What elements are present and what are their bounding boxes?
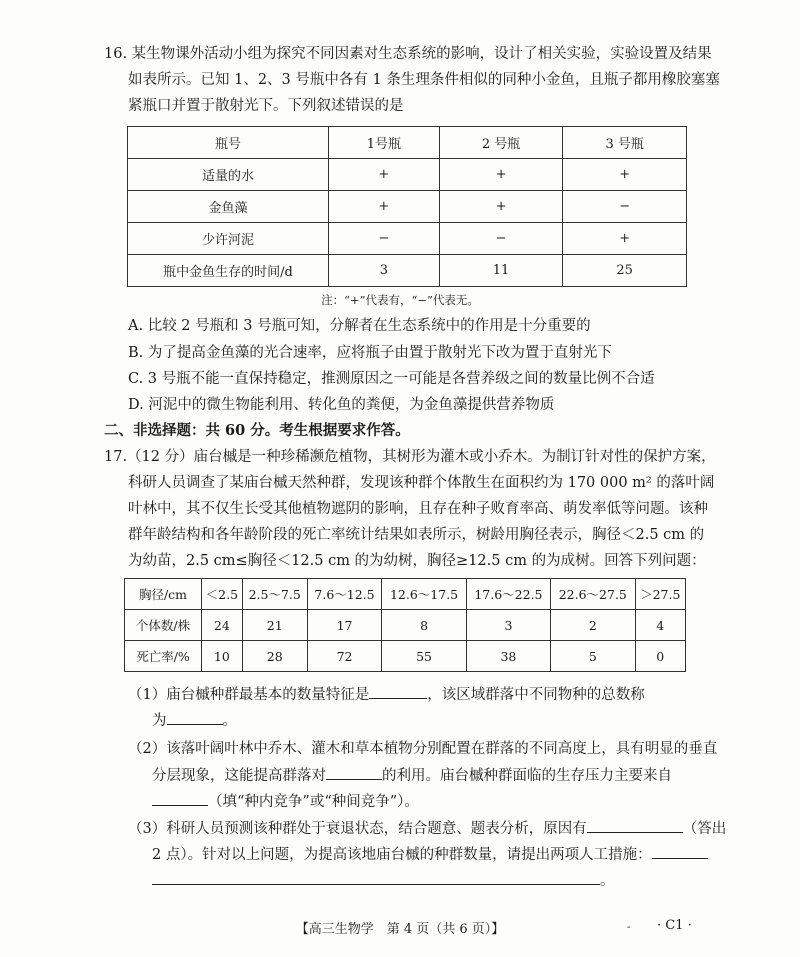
answer-blank[interactable] — [152, 791, 208, 806]
q16-option-a: A. 比较 2 号瓶和 3 号瓶可知，分解者在生态系统中的作用是十分重要的 — [128, 318, 591, 334]
q17-sub3-line-1 — [128, 818, 726, 839]
sub2-text: 分层现象，这能提高群落对 — [152, 768, 326, 784]
q17-table — [124, 578, 686, 672]
q17-sub1-line-2 — [152, 710, 237, 731]
q16-option-b: B. 为了提高金鱼藻的光合速率，应将瓶子由置于散射光下改为置于直射光下 — [128, 345, 612, 361]
table-row — [128, 223, 687, 255]
answer-blank[interactable] — [369, 684, 427, 699]
table-cell: − — [439, 223, 563, 255]
table-cell: 24 — [202, 610, 243, 641]
q17-line-4: 群年龄结构和各年龄阶段的死亡率统计结果如表所示，树龄用胸径表示，胸径＜2.5 cm 的 — [128, 527, 705, 543]
table-cell: 38 — [466, 641, 550, 672]
table-cell: − — [329, 223, 440, 255]
sub1-text: ，该区域群落中不同物种的总数称 — [427, 687, 645, 703]
q17-sub2-line-1: （2）该落叶阔叶林中乔木、灌木和草本植物分别配置在群落的不同高度上，具有明显的垂直 — [128, 741, 718, 757]
table-row — [128, 255, 687, 287]
q17-line-3: 叶林中，其不仅生长受其他植物遮阴的影响，且存在种子败育率高、萌发率低等问题。该种 — [128, 501, 708, 517]
table-cell: 1号瓶 — [329, 127, 440, 159]
q16-option-c: C. 3 号瓶不能一直保持稳定，推测原因之一可能是各营养级之间的数量比例不合适 — [128, 371, 655, 387]
q17-line-2: 科研人员调查了某庙台槭天然种群，发现该种群个体散生在面积约为 170 000 m² 的落叶阔 — [128, 475, 715, 491]
sub1-text: （1）庙台槭种群最基本的数量特征是 — [128, 687, 370, 703]
table-cell: 2 号瓶 — [439, 127, 563, 159]
q16-table-note: 注：“+”代表有，“−”代表无。 — [321, 293, 479, 307]
q16-option-d: D. 河泥中的微生物能利用、转化鱼的粪便，为金鱼藻提供营养物质 — [128, 397, 555, 413]
table-cell: + — [439, 159, 563, 191]
sub2-text: 的利用。庙台槭种群面临的生存压力主要来自 — [382, 768, 672, 784]
table-cell: 7.6～12.5 — [307, 579, 382, 610]
table-cell: ＞27.5 — [635, 579, 686, 610]
sub3-text: 。 — [600, 873, 615, 889]
q17-sub3-line-3 — [152, 870, 615, 891]
table-cell: 55 — [382, 641, 466, 672]
q16-table — [127, 126, 687, 287]
table-cell: 72 — [307, 641, 382, 672]
answer-blank[interactable] — [326, 765, 382, 780]
table-cell: 17.6～22.5 — [466, 579, 550, 610]
q17-line-1: 17.（12 分）庙台槭是一种珍稀濒危植物，其树形为灌木或小乔木。为制订针对性的保护方案， — [104, 449, 716, 465]
table-cell: 11 — [439, 255, 563, 287]
table-cell: 3 号瓶 — [563, 127, 687, 159]
answer-blank[interactable] — [587, 818, 683, 833]
table-cell: 2 — [551, 610, 635, 641]
q16-line-1: 16. 某生物课外活动小组为探究不同因素对生态系统的影响，设计了相关实验，实验设置及结果 — [104, 46, 712, 62]
answer-blank[interactable] — [652, 844, 708, 859]
sub1-text: 。 — [222, 713, 237, 729]
table-cell: 瓶中金鱼生存的时间/d — [128, 255, 329, 287]
table-cell: 4 — [635, 610, 686, 641]
sub3-text: （答出 — [682, 821, 727, 837]
table-cell: 2.5～7.5 — [242, 579, 307, 610]
table-cell: 瓶号 — [128, 127, 329, 159]
table-cell: 22.6～27.5 — [551, 579, 635, 610]
table-cell: ＜2.5 — [202, 579, 243, 610]
table-cell: 8 — [382, 610, 466, 641]
q17-sub2-line-3 — [152, 791, 419, 812]
table-cell: 3 — [466, 610, 550, 641]
q17-sub1-line-1 — [128, 684, 645, 705]
table-cell: + — [329, 191, 440, 223]
table-cell: 3 — [329, 255, 440, 287]
q17-sub3-line-2 — [152, 844, 708, 865]
answer-blank[interactable] — [167, 710, 223, 725]
table-cell: 金鱼藻 — [128, 191, 329, 223]
table-cell: 17 — [307, 610, 382, 641]
table-header-row — [128, 127, 687, 159]
table-row — [125, 641, 686, 672]
footer-mark: - — [627, 922, 631, 933]
q16-line-2: 如表所示。已知 1、2、3 号瓶中各有 1 条生理条件相似的同种小金鱼，且瓶子都用橡胶塞塞 — [128, 72, 720, 88]
table-cell: 28 — [242, 641, 307, 672]
table-cell: 5 — [551, 641, 635, 672]
q16-line-3: 紧瓶口并置于散射光下。下列叙述错误的是 — [128, 98, 404, 114]
table-header-row — [125, 579, 686, 610]
table-cell: 25 — [563, 255, 687, 287]
table-cell: 21 — [242, 610, 307, 641]
table-cell: 适量的水 — [128, 159, 329, 191]
table-cell: + — [439, 191, 563, 223]
table-cell: 10 — [202, 641, 243, 672]
q17-line-5: 为幼苗，2.5 cm≤胸径＜12.5 cm 的为幼树，胸径≥12.5 cm 的为成树。回答下列问题： — [128, 553, 706, 569]
table-row — [128, 159, 687, 191]
page-footer: 【高三生物学 第 4 页（共 6 页）】 — [295, 922, 505, 937]
table-cell: + — [329, 159, 440, 191]
table-cell: + — [563, 159, 687, 191]
table-row — [125, 610, 686, 641]
page-code: · C1 · — [657, 918, 692, 933]
table-cell: 少许河泥 — [128, 223, 329, 255]
table-cell: 死亡率/% — [125, 641, 202, 672]
table-cell: − — [563, 191, 687, 223]
sub3-text: （3）科研人员预测该种群处于衰退状态，结合题意、题表分析，原因有 — [128, 821, 587, 837]
answer-blank[interactable] — [152, 870, 600, 885]
sub2-text: （填“种内竞争”或“种间竞争”）。 — [208, 794, 419, 810]
table-cell: 0 — [635, 641, 686, 672]
sub1-text: 为 — [152, 713, 167, 729]
sub3-text: 2 点）。针对以上问题，为提高该地庙台槭的种群数量，请提出两项人工措施： — [152, 847, 652, 863]
table-cell: 个体数/株 — [125, 610, 202, 641]
table-row — [128, 191, 687, 223]
table-cell: 12.6～17.5 — [382, 579, 466, 610]
table-cell: + — [563, 223, 687, 255]
q17-sub2-line-2 — [152, 765, 672, 786]
table-cell: 胸径/cm — [125, 579, 202, 610]
section-heading: 二、非选择题：共 60 分。考生根据要求作答。 — [104, 422, 410, 439]
